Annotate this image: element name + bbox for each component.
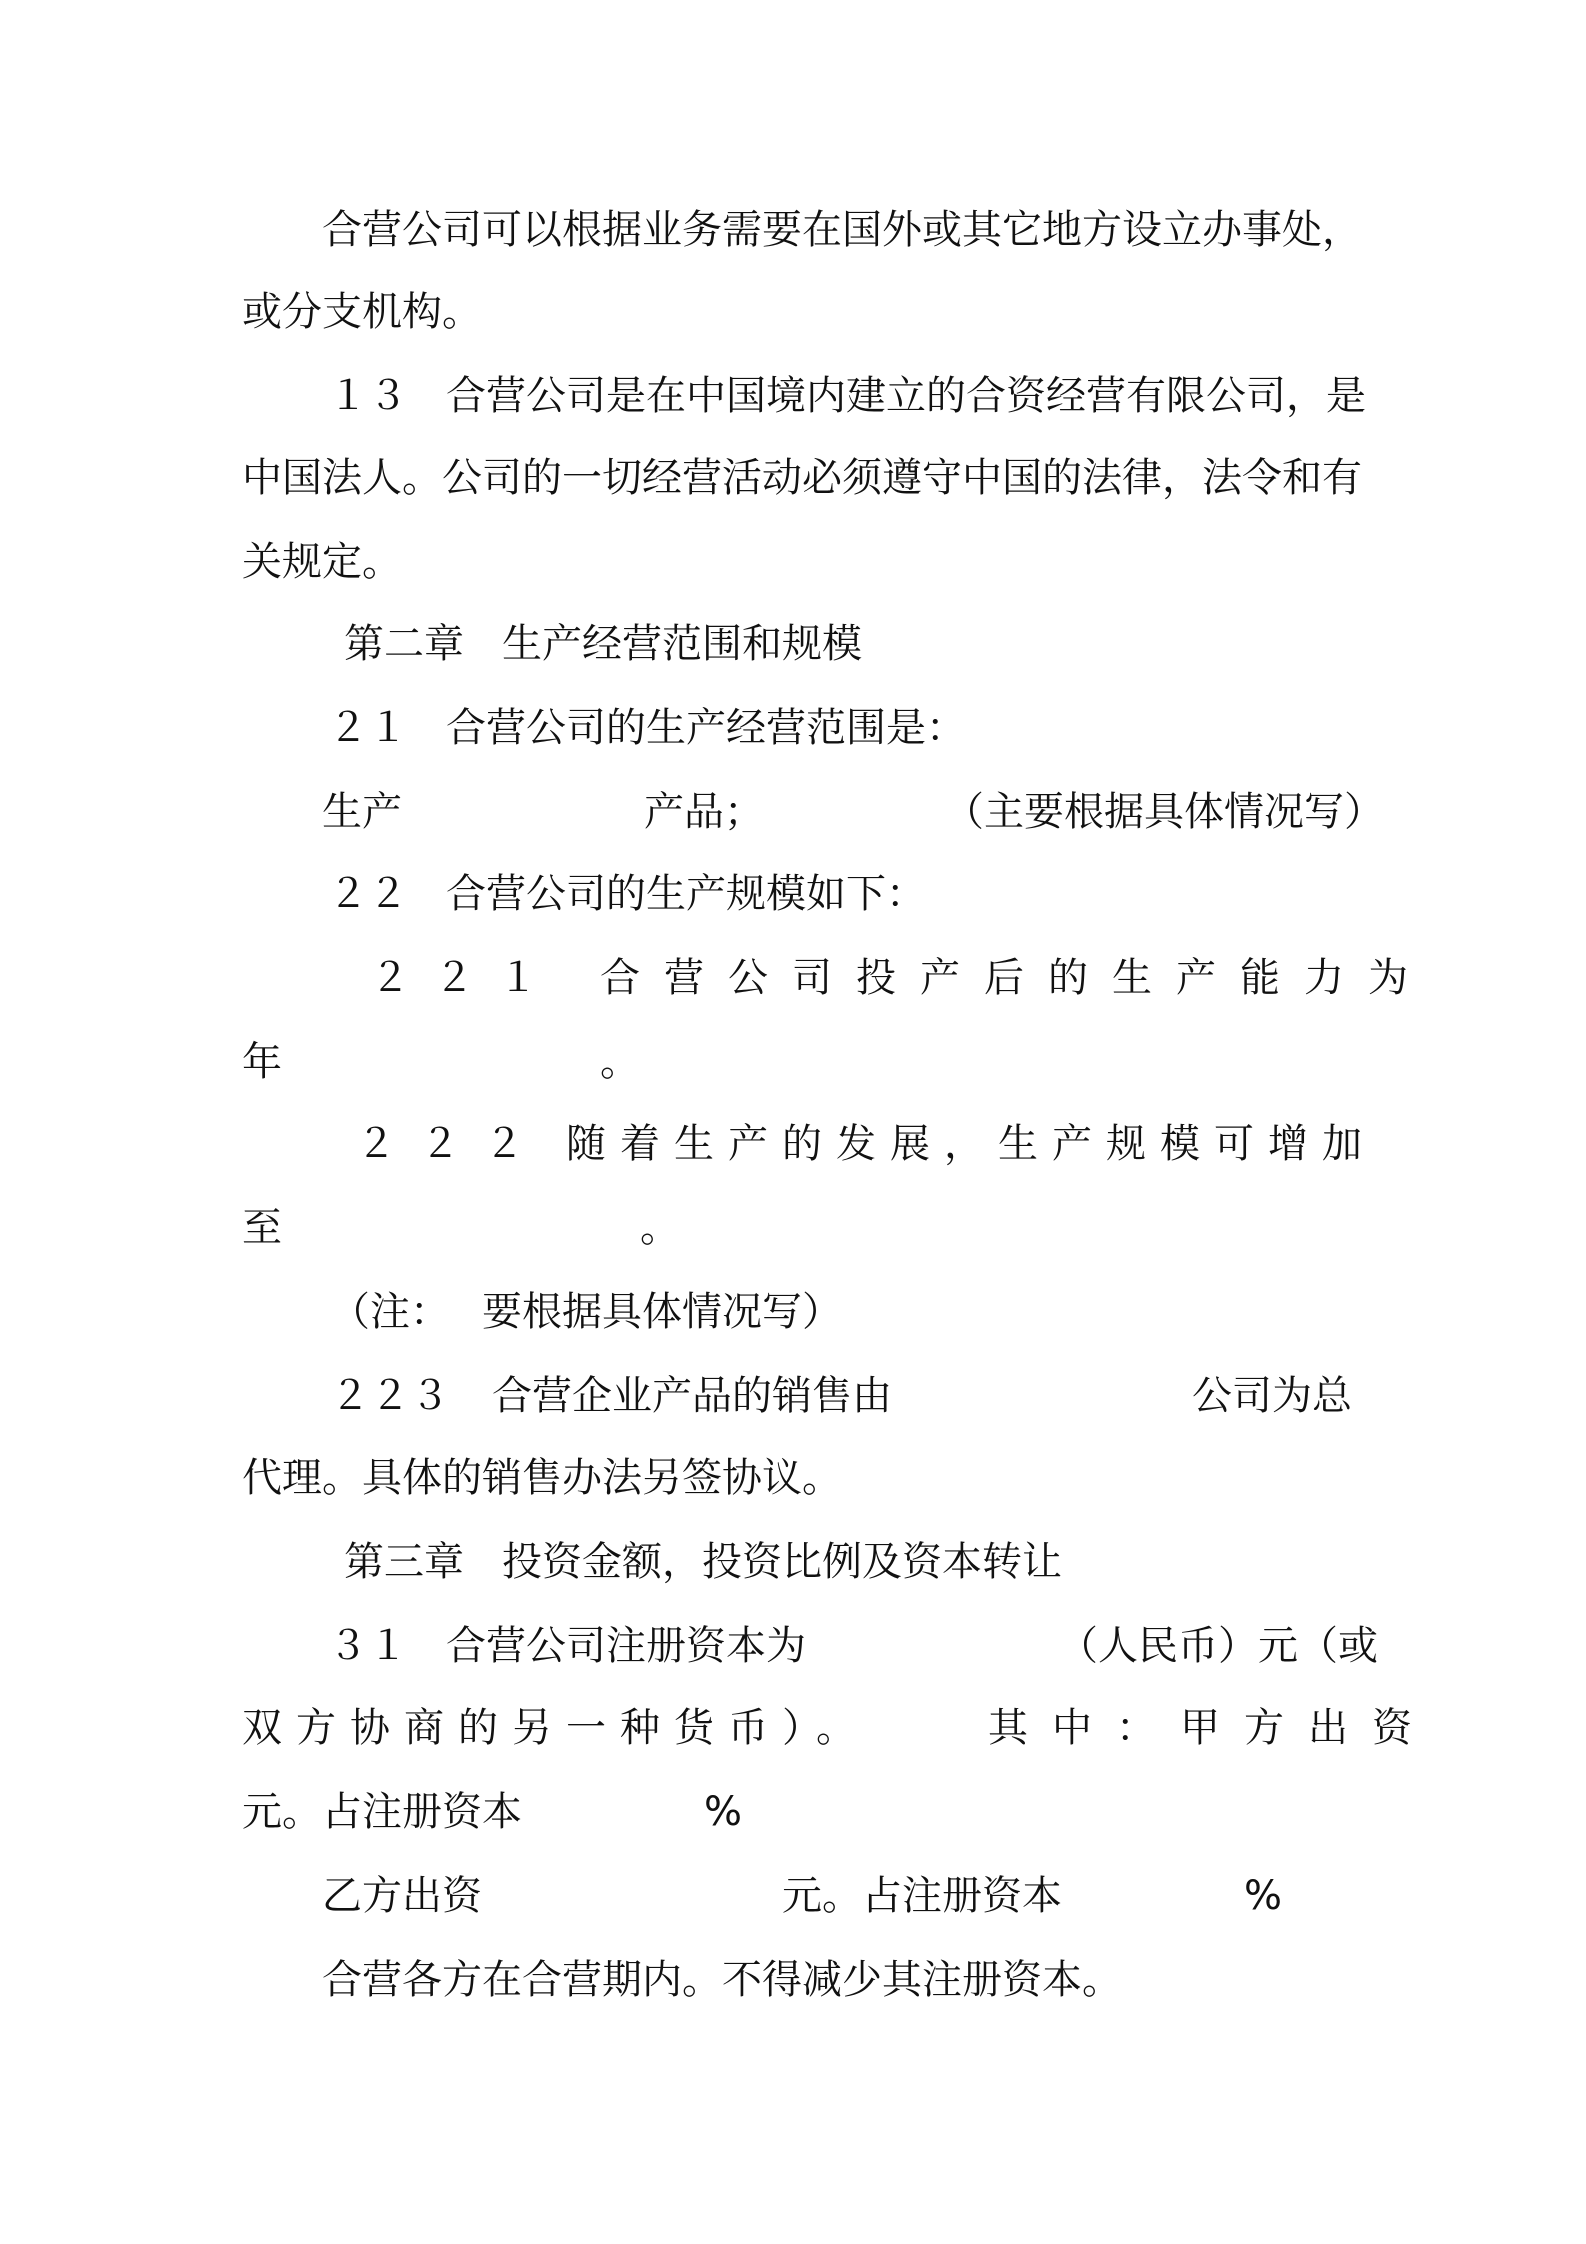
chapter-title: 生产经营范围和规模: [502, 621, 862, 667]
paragraph-line: 至: [242, 1205, 282, 1251]
paragraph-line: 中国法人。公司的一切经营活动必须遵守中国的法律，法令和有: [242, 455, 1362, 501]
note-line: 要根据具体情况写）: [482, 1289, 842, 1335]
paragraph-line: 产品；: [644, 789, 764, 835]
paragraph-line: 其中：甲方出资: [988, 1705, 1436, 1751]
clause-text: 合营公司投产后的生产能力为: [600, 955, 1432, 1001]
chapter-title: 投资金额，投资比例及资本转让: [502, 1539, 1062, 1585]
paragraph-line: 合营各方在合营期内。不得减少其注册资本。: [322, 1957, 1122, 2003]
clause-text: 合营公司的生产规模如下：: [446, 871, 926, 917]
paragraph-line: 双方协商的另一种货币）。: [242, 1705, 870, 1751]
clause-number: ２１: [328, 705, 408, 751]
clause-number: ２２１: [370, 955, 562, 1001]
clause-number: ２２: [328, 871, 408, 917]
chapter-label: 第三章: [344, 1539, 464, 1585]
clause-text: 合营公司注册资本为: [446, 1623, 806, 1669]
clause-text: 合营公司是在中国境内建立的合资经营有限公司，是: [446, 373, 1366, 419]
clause-text: 公司为总: [1192, 1373, 1352, 1419]
paragraph-line: 或分支机构。: [242, 289, 482, 335]
paragraph-line: 。: [600, 1039, 640, 1085]
note-line: （注：: [330, 1289, 450, 1335]
paragraph-line: 。: [640, 1205, 680, 1251]
clause-text: 合营企业产品的销售由: [492, 1373, 892, 1419]
clause-text: （人民币）元（或: [1058, 1623, 1378, 1669]
paragraph-line: 元。占注册资本: [782, 1873, 1062, 1919]
clause-number: １３: [328, 373, 408, 419]
paragraph-line: 元。占注册资本: [242, 1789, 522, 1835]
paragraph-line: %: [1244, 1873, 1283, 1919]
paragraph-line: 年: [242, 1039, 282, 1085]
chapter-label: 第二章: [344, 621, 464, 667]
paragraph-line: 乙方出资: [322, 1873, 482, 1919]
clause-number: ３１: [328, 1623, 408, 1669]
paragraph-line: （主要根据具体情况写）: [944, 789, 1384, 835]
paragraph-line: 代理。具体的销售办法另签协议。: [242, 1455, 842, 1501]
clause-number: ２２３: [330, 1373, 450, 1419]
clause-text: 合营公司的生产经营范围是：: [446, 705, 966, 751]
clause-number: ２２２: [356, 1121, 548, 1167]
clause-text: 随着生产的发展，生产规模可增加: [566, 1121, 1376, 1167]
paragraph-line: %: [704, 1789, 743, 1835]
paragraph-line: 关规定。: [242, 539, 402, 585]
paragraph-line: 生产: [322, 789, 402, 835]
paragraph-line: 合营公司可以根据业务需要在国外或其它地方设立办事处，: [322, 207, 1362, 253]
